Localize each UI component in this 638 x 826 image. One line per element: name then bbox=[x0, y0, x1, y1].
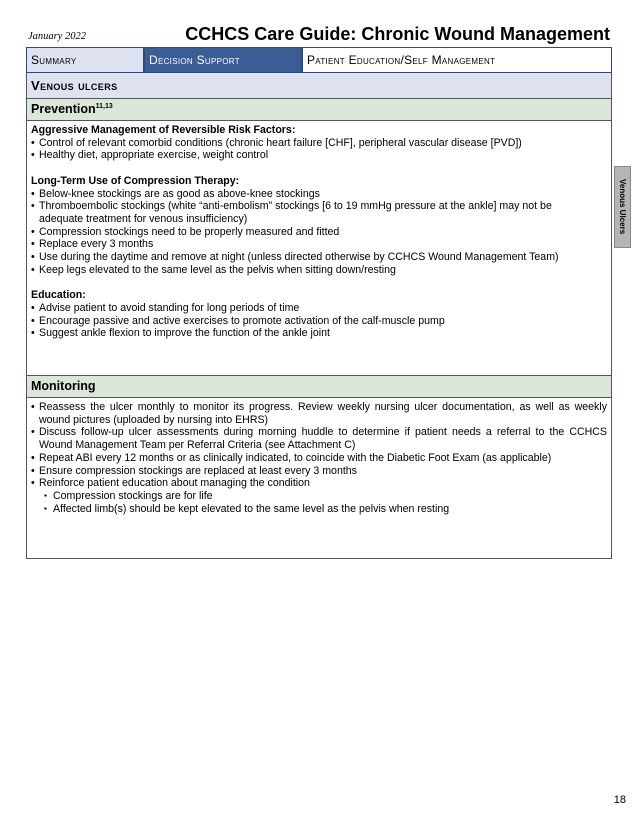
list-item: • Thromboembolic stockings (white “anti-embolism” stockings [6 to 19 mmHg pressure at the ankle] may not be adequate treatment for venous insufficiency) bbox=[31, 200, 584, 225]
prevention-heading: Prevention bbox=[31, 102, 96, 116]
list-item: • Encourage passive and active exercises to promote activation of the calf-muscle pump bbox=[31, 315, 584, 328]
prevention-body bbox=[26, 121, 612, 376]
education-heading: Education: bbox=[31, 289, 86, 302]
sub-list-item: ▪ Affected limb(s) should be kept elevated to the same level as the pelvis when resting bbox=[31, 503, 607, 516]
list-item: • Advise patient to avoid standing for long periods of time bbox=[31, 302, 584, 315]
venous-ulcers-side-tab[interactable] bbox=[614, 166, 631, 248]
list-item: • Keep legs elevated to the same level as the pelvis when sitting down/resting bbox=[31, 264, 584, 277]
risk-factors-heading: Aggressive Management of Reversible Risk Factors: bbox=[31, 124, 296, 136]
list-item: • Suggest ankle flexion to improve the function of the ankle joint bbox=[31, 327, 584, 340]
tab-patient-education[interactable]: Patient Education/Self Management bbox=[303, 48, 611, 72]
list-item: • Compression stockings need to be properly measured and fitted bbox=[31, 226, 584, 239]
list-item: • Use during the daytime and remove at night (unless directed otherwise by CCHCS Wound Management Team) bbox=[31, 251, 584, 264]
monitoring-body bbox=[26, 398, 612, 559]
document-title: CCHCS Care Guide: Chronic Wound Management bbox=[185, 24, 610, 44]
list-item: • Healthy diet, appropriate exercise, weight control bbox=[31, 149, 584, 162]
list-item: • Control of relevant comorbid conditions (chronic heart failure [CHF], peripheral vascular disease [PVD]) bbox=[31, 137, 584, 150]
compression-therapy-list bbox=[31, 188, 584, 277]
tab-summary[interactable]: Summary bbox=[27, 48, 145, 72]
list-item: • Ensure compression stockings are replaced at least every 3 months bbox=[31, 465, 607, 478]
list-item: • Below-knee stockings are as good as above-knee stockings bbox=[31, 188, 584, 201]
prevention-references: 11,13 bbox=[95, 102, 113, 110]
monitoring-header bbox=[26, 376, 612, 398]
list-item: • Discuss follow-up ulcer assessments during morning huddle to determine if patient needs a referral to the CCHCS Wound Management Team per Referral Criteria (see Attachment C) bbox=[31, 426, 607, 451]
document-date: January 2022 bbox=[28, 31, 87, 42]
page-number: 18 bbox=[613, 794, 626, 806]
list-item: • Repeat ABI every 12 months or as clinically indicated, to coincide with the Diabetic Foot Exam (as applicable) bbox=[31, 452, 607, 465]
list-item: • Replace every 3 months bbox=[31, 238, 584, 251]
section-title: Venous ulcers bbox=[26, 73, 612, 99]
sub-list-item: ▪ Compression stockings are for life bbox=[31, 490, 607, 503]
monitoring-heading: Monitoring bbox=[31, 379, 96, 393]
section-tabs bbox=[26, 47, 612, 73]
education-list bbox=[31, 302, 584, 340]
prevention-header bbox=[26, 99, 612, 121]
compression-therapy-heading: Long-Term Use of Compression Therapy: bbox=[31, 174, 240, 187]
monitoring-list bbox=[31, 401, 607, 515]
list-item: • Reassess the ulcer monthly to monitor its progress. Review weekly nursing ulcer documentation, as well as weekly wound pictures (uploaded by nursing into EHRS) bbox=[31, 401, 607, 426]
risk-factors-list bbox=[31, 137, 584, 162]
side-tab-label: Venous Ulcers bbox=[618, 179, 627, 235]
tab-decision-support[interactable]: Decision Support bbox=[145, 48, 303, 72]
list-item: • Reinforce patient education about managing the condition bbox=[31, 477, 607, 490]
